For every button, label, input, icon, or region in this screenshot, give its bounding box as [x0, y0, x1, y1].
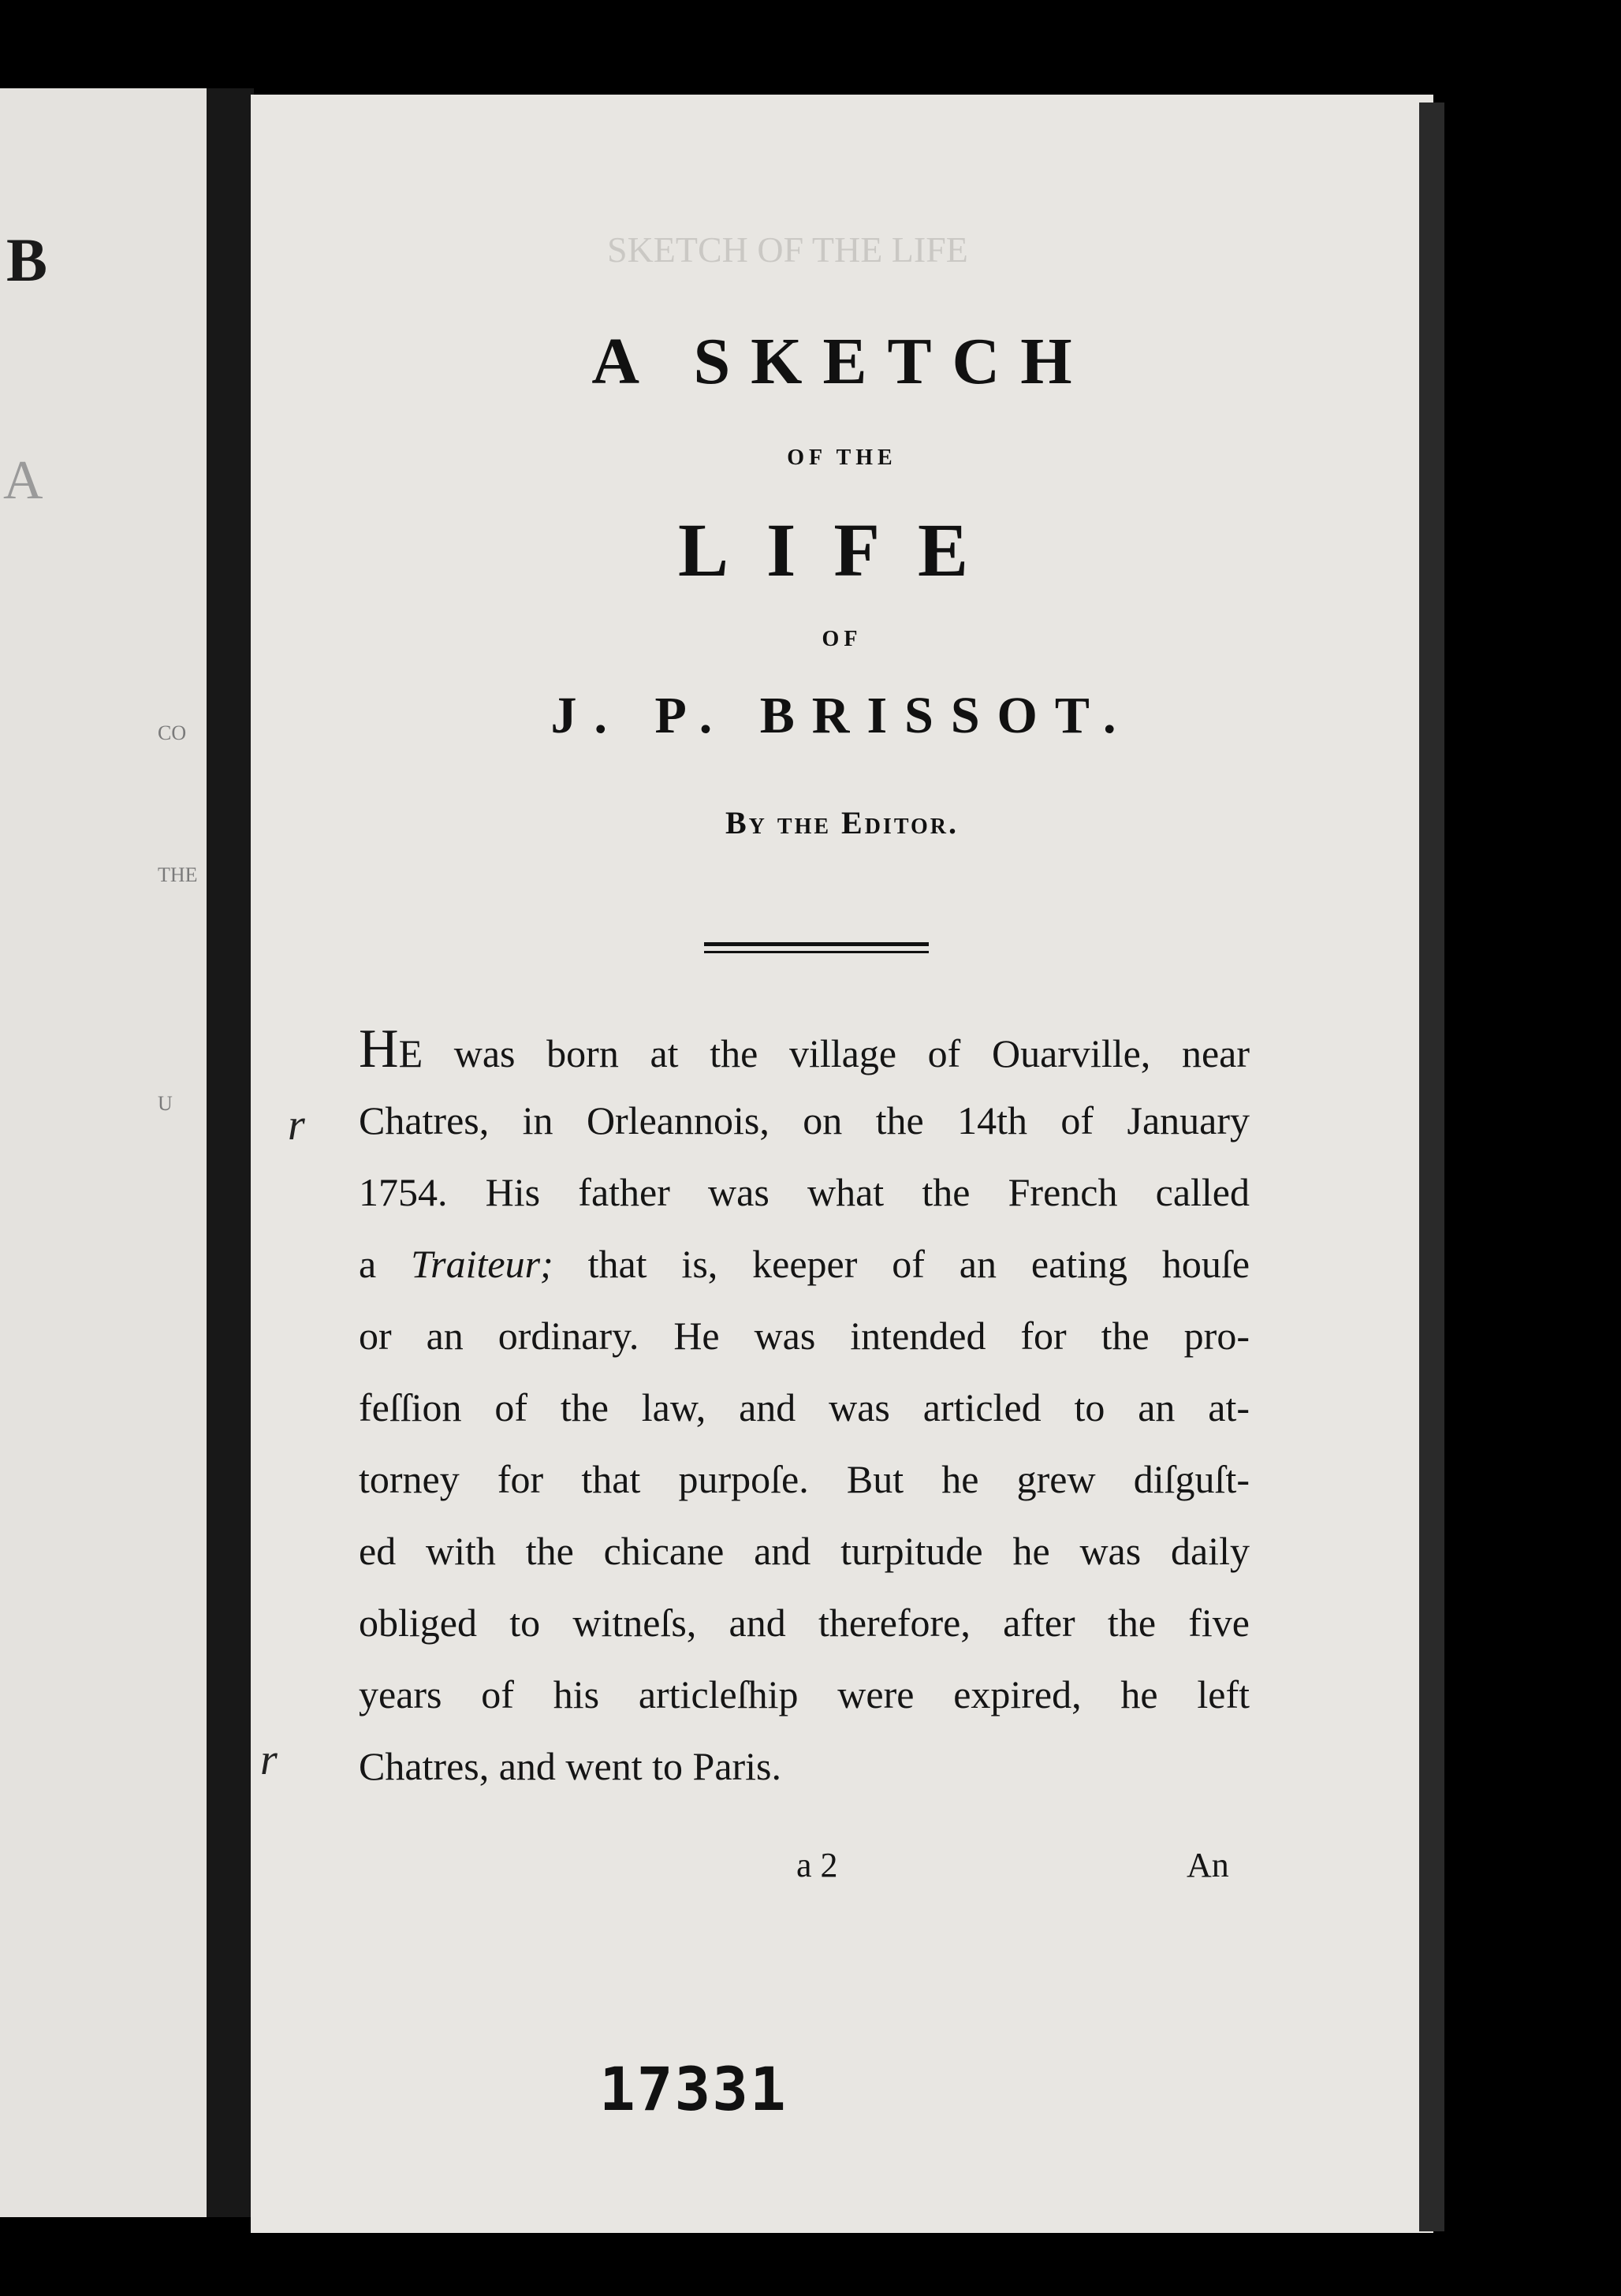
title-rule — [704, 942, 929, 953]
title-subject-name: J. P. BRISSOT. — [550, 687, 1134, 744]
left-page-edge — [0, 88, 207, 2217]
book-gutter — [207, 88, 254, 2217]
body-line: obliged to witneſs, and therefore, after the five — [359, 1601, 1250, 1645]
body-line: Chatres, in Orleannois, on the 14th of January — [359, 1098, 1250, 1142]
catchword: An — [1187, 1846, 1229, 1884]
left-page-fragment-a: A — [3, 450, 43, 511]
show-through-running-head: SKETCH OF THE LIFE — [607, 229, 968, 270]
title-a-sketch: A SKETCH — [591, 325, 1093, 398]
body-line: feſſion of the law, and was articled to an at- — [359, 1385, 1250, 1429]
title-byline: By the Editor. — [725, 805, 959, 840]
body-line: 1754. His father was what the French called — [359, 1170, 1250, 1214]
library-accession-stamp: 17331 — [599, 2054, 788, 2124]
left-page-fragment-u: U — [158, 1092, 173, 1115]
title-of-the: OF THE — [787, 445, 897, 470]
left-page-fragment-b: B — [6, 226, 48, 294]
body-line: ed with the chicane and turpitude he was daily — [359, 1529, 1250, 1573]
italic-term: Traiteur; — [411, 1242, 553, 1286]
title-of: OF — [822, 627, 863, 651]
body-line: HE was born at the village of Ouarville, near — [359, 1019, 1250, 1079]
left-page-fragment-co: CO — [158, 721, 187, 744]
margin-annotation: r — [288, 1101, 305, 1150]
body-line: Chatres, and went to Paris. — [359, 1744, 782, 1788]
body-line: a Traiteur; that is, keeper of an eating houſe — [359, 1242, 1250, 1286]
body-paragraph — [359, 1013, 1250, 1802]
body-line: torney for that purpoſe. But he grew diſguſt- — [359, 1457, 1250, 1501]
left-page-fragment-th: THE — [158, 863, 198, 886]
body-line: years of his articleſhip were expired, he left — [359, 1672, 1250, 1716]
drop-cap: H — [359, 1019, 399, 1079]
title-life: LIFE — [677, 508, 1007, 592]
body-line: or an ordinary. He was intended for the pro- — [359, 1314, 1250, 1358]
signature-mark: a 2 — [796, 1846, 838, 1884]
margin-annotation: r — [260, 1735, 278, 1784]
right-page-edge — [1419, 102, 1444, 2231]
